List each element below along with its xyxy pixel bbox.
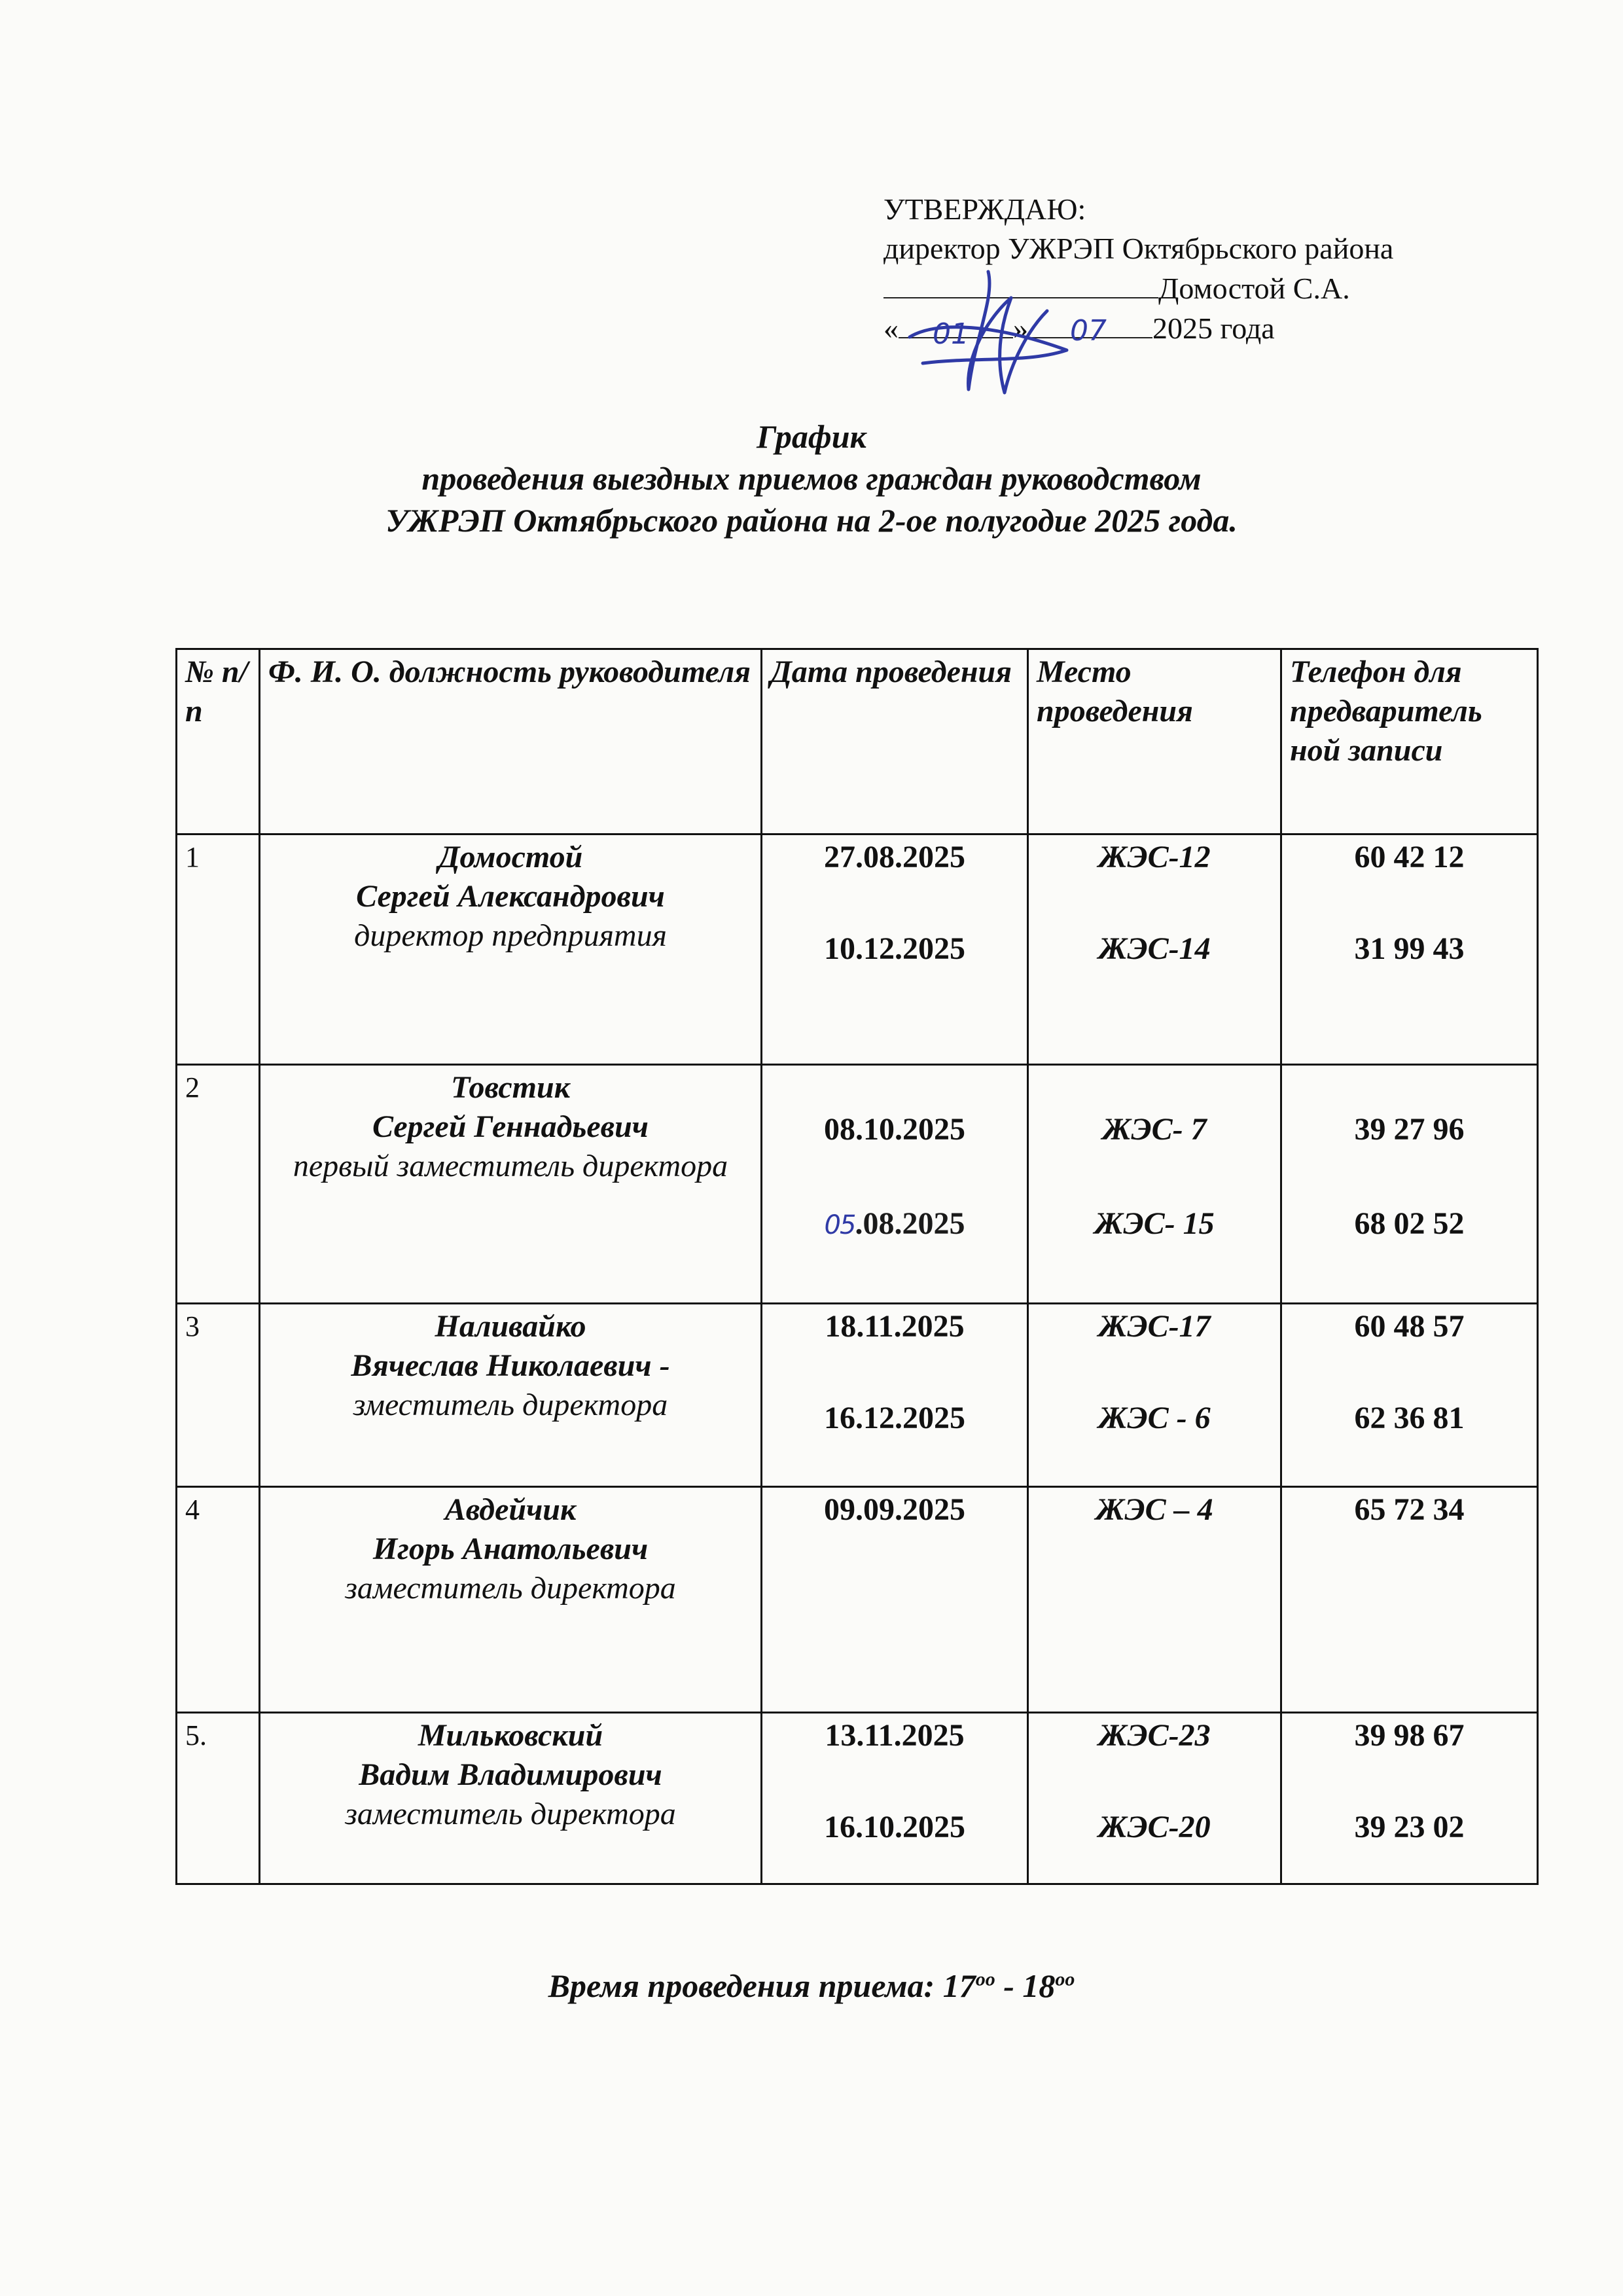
position: директор предприятия: [354, 918, 667, 953]
approval-heading: УТВЕРЖДАЮ:: [883, 192, 1086, 226]
first-name: Вячеслав Николаевич -: [351, 1348, 670, 1383]
row-phones: [1281, 1713, 1538, 1884]
phone-1: 60 42 12: [1354, 840, 1465, 874]
position: заместитель директора: [345, 1797, 676, 1831]
date-2: 10.12.2025: [824, 931, 965, 966]
row-places: [1028, 834, 1281, 1065]
row-phones: [1281, 1304, 1538, 1487]
row-num: 1: [177, 834, 260, 1065]
table-row: [177, 1713, 1538, 1884]
position: заместитель директора: [345, 1571, 676, 1605]
place-1: ЖЭС – 4: [1096, 1492, 1213, 1527]
handwritten-month: 07: [1070, 314, 1107, 348]
title-line-3: УЖРЭП Октябрьского района на 2-ое полугодие 2025 года.: [385, 502, 1238, 539]
row-dates: [762, 1713, 1028, 1884]
header-phone: Телефон для предваритель ной записи: [1281, 649, 1538, 834]
row-person: [260, 834, 762, 1065]
place-2: ЖЭС-20: [1098, 1810, 1211, 1844]
row-places: [1028, 1713, 1281, 1884]
place-1: ЖЭС- 7: [1102, 1112, 1207, 1147]
reception-time-end: - 18: [995, 1967, 1056, 2004]
phone-1: 60 48 57: [1354, 1309, 1465, 1344]
place-1: ЖЭС-17: [1098, 1309, 1211, 1344]
row-dates: [762, 1304, 1028, 1487]
signature-ink: [897, 259, 1113, 416]
row-person: [260, 1065, 762, 1304]
reception-time: [0, 1967, 1623, 2005]
schedule-table: [175, 648, 1539, 1885]
row-phones: [1281, 1065, 1538, 1304]
phone-2: 39 23 02: [1354, 1810, 1465, 1844]
approval-position: директор УЖРЭП Октябрьского района: [883, 232, 1394, 265]
quote-close: »: [1013, 312, 1028, 345]
place-2: ЖЭС - 6: [1098, 1401, 1211, 1435]
title-line-2: проведения выездных приемов граждан руководством: [421, 460, 1202, 497]
row-dates: [762, 1065, 1028, 1304]
header-date: Дата проведения: [762, 649, 1028, 834]
first-name: Игорь Анатольевич: [372, 1532, 649, 1566]
row-dates: [762, 1487, 1028, 1713]
phone-2: 62 36 81: [1354, 1401, 1465, 1435]
table-row: [177, 1065, 1538, 1304]
row-num: 3: [177, 1304, 260, 1487]
first-name: Сергей Александрович: [356, 879, 665, 914]
row-num: 5.: [177, 1713, 260, 1884]
position: зместитель директора: [353, 1388, 668, 1422]
approval-year: 2025 года: [1152, 312, 1275, 345]
date-2: 16.12.2025: [824, 1401, 965, 1435]
last-name: Домостой: [438, 840, 583, 874]
last-name: Мильковский: [418, 1718, 603, 1753]
handwritten-day: 01: [933, 317, 969, 351]
document-title: [0, 416, 1623, 541]
row-num: 2: [177, 1065, 260, 1304]
phone-1: 65 72 34: [1354, 1492, 1465, 1527]
date-2: [770, 1204, 1019, 1245]
date-1: 13.11.2025: [825, 1718, 965, 1753]
row-phones: [1281, 834, 1538, 1065]
row-person: [260, 1713, 762, 1884]
row-dates: [762, 834, 1028, 1065]
last-name: Товстик: [450, 1070, 571, 1105]
handwritten-day-correction: 05: [824, 1210, 855, 1240]
date-1: 18.11.2025: [825, 1309, 965, 1344]
row-person: [260, 1304, 762, 1487]
row-person: [260, 1487, 762, 1713]
approval-signatory: Домостой С.А.: [1158, 272, 1350, 305]
time-sup-1: оо: [975, 1968, 995, 1990]
date-2-rest: .08.2025: [855, 1206, 965, 1241]
date-1: 27.08.2025: [824, 840, 965, 874]
header-name: Ф. И. О. должность руководителя: [260, 649, 762, 834]
quote-open: «: [883, 312, 899, 345]
phone-2: 68 02 52: [1354, 1206, 1465, 1241]
table-row: [177, 834, 1538, 1065]
place-2: ЖЭС- 15: [1094, 1206, 1215, 1241]
first-name: Вадим Владимирович: [359, 1757, 662, 1792]
last-name: Авдейчик: [444, 1492, 577, 1527]
row-places: [1028, 1487, 1281, 1713]
place-1: ЖЭС-23: [1098, 1718, 1211, 1753]
header-num: № п/п: [177, 649, 260, 834]
phone-1: 39 98 67: [1354, 1718, 1465, 1753]
phone-2: 31 99 43: [1354, 931, 1465, 966]
title-line-1: График: [757, 418, 866, 455]
time-sup-2: оо: [1055, 1968, 1075, 1990]
date-1: 08.10.2025: [824, 1112, 965, 1147]
header-place: Место проведения: [1028, 649, 1281, 834]
place-2: ЖЭС-14: [1098, 931, 1211, 966]
row-places: [1028, 1065, 1281, 1304]
last-name: Наливайко: [435, 1309, 586, 1344]
table-row: [177, 1487, 1538, 1713]
table-header-row: [177, 649, 1538, 834]
phone-1: 39 27 96: [1354, 1112, 1465, 1147]
row-phones: [1281, 1487, 1538, 1713]
reception-time-label: Время проведения приема: 17: [548, 1967, 976, 2004]
position: первый заместитель директора: [293, 1149, 728, 1183]
row-num: 4: [177, 1487, 260, 1713]
date-2: 16.10.2025: [824, 1810, 965, 1844]
place-1: ЖЭС-12: [1098, 840, 1211, 874]
date-1: 09.09.2025: [824, 1492, 965, 1527]
first-name: Сергей Геннадьевич: [372, 1109, 649, 1144]
row-places: [1028, 1304, 1281, 1487]
table-row: [177, 1304, 1538, 1487]
